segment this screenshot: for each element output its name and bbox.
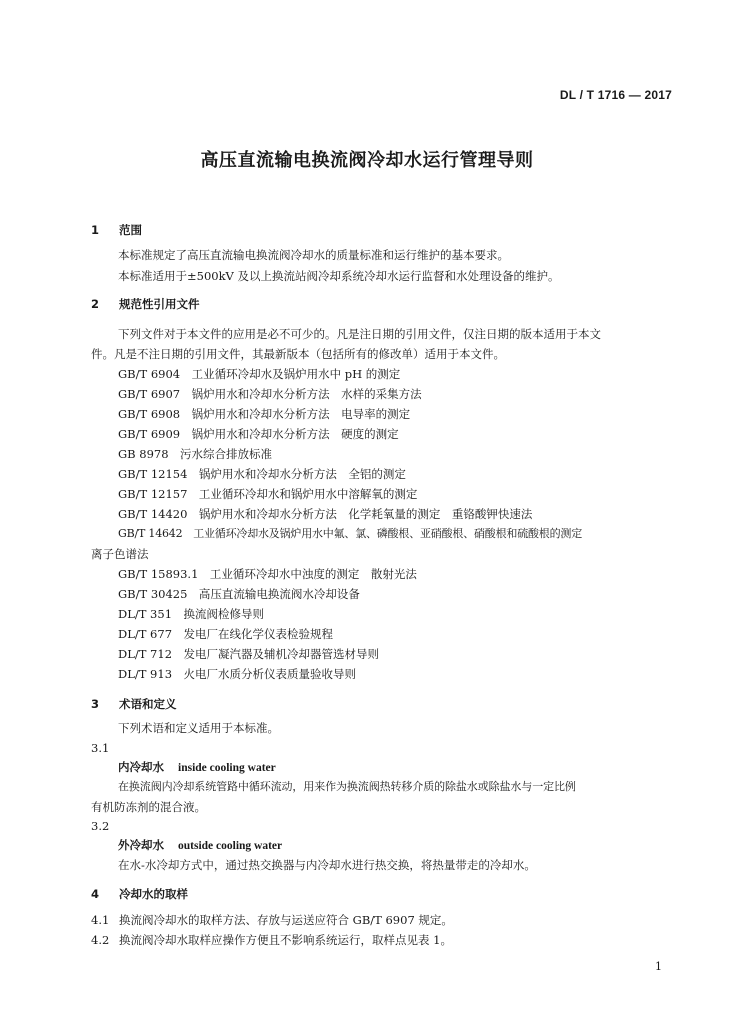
section-title: 范围: [119, 223, 142, 237]
section-number: 2: [91, 297, 100, 311]
reference-item: GB/T 12157 工业循环冷却水和锅炉用水中溶解氧的测定: [118, 487, 418, 501]
section-number: 3: [91, 697, 100, 711]
paragraph: 件。凡是不注日期的引用文件，其最新版本（包括所有的修改单）适用于本文件。: [91, 347, 505, 361]
paragraph: 下列术语和定义适用于本标准。: [118, 721, 279, 735]
term-heading: [118, 759, 276, 776]
page-number: 1: [655, 960, 662, 973]
reference-item: DL/T 677 发电厂在线化学仪表检验规程: [118, 627, 334, 641]
term-heading: [118, 837, 282, 854]
term-definition: 在水-水冷却方式中，通过热交换器与内冷却水进行热交换，将热量带走的冷却水。: [118, 858, 536, 872]
reference-item: GB/T 14420 锅炉用水和冷却水分析方法 化学耗氧量的测定 重铬酸钾快速法: [118, 507, 533, 521]
section-number: 1: [91, 223, 100, 237]
clause-text: 换流阀冷却水的取样方法、存放与运送应符合 GB/T 6907 规定。: [119, 913, 453, 927]
section-2-heading: [91, 296, 200, 312]
paragraph: 本标准规定了高压直流输电换流阀冷却水的质量标准和运行维护的基本要求。: [118, 248, 509, 262]
clause-number: 4.2: [91, 933, 110, 947]
reference-item: GB 8978 污水综合排放标准: [118, 447, 273, 461]
clause-4-2: [91, 932, 452, 948]
reference-item: GB/T 6908 锅炉用水和冷却水分析方法 电导率的测定: [118, 407, 411, 421]
term-zh: 外冷却水: [118, 838, 164, 852]
reference-item: GB/T 6904 工业循环冷却水及锅炉用水中 pH 的测定: [118, 367, 401, 381]
paragraph: 下列文件对于本文件的应用是必不可少的。凡是注日期的引用文件，仅注日期的版本适用于本文: [118, 327, 601, 341]
clause-number: 4.1: [91, 913, 110, 927]
reference-item: GB/T 14642 工业循环冷却水及锅炉用水中氟、氯、磷酸根、亚硝酸根、硝酸根和硫酸根的测定: [118, 527, 583, 540]
section-number: 4: [91, 887, 100, 901]
section-1-heading: [91, 222, 142, 238]
section-3-heading: [91, 696, 177, 712]
reference-item: DL/T 712 发电厂凝汽器及辅机冷却器管选材导则: [118, 647, 380, 661]
document-title: 高压直流输电换流阀冷却水运行管理导则: [200, 150, 534, 171]
clause-4-1: [91, 912, 453, 928]
section-title: 冷却水的取样: [119, 887, 188, 901]
reference-item-continuation: 离子色谱法: [91, 547, 149, 561]
reference-item: GB/T 30425 高压直流输电换流阀水冷却设备: [118, 587, 360, 601]
term-en: inside cooling water: [178, 762, 276, 774]
reference-item: GB/T 6907 锅炉用水和冷却水分析方法 水样的采集方法: [118, 387, 422, 401]
term-zh: 内冷却水: [118, 760, 164, 774]
term-number: 3.1: [91, 741, 110, 755]
section-4-heading: [91, 886, 188, 902]
section-title: 术语和定义: [119, 697, 177, 711]
section-title: 规范性引用文件: [119, 297, 200, 311]
reference-item: DL/T 351 换流阀检修导则: [118, 607, 265, 621]
reference-item: GB/T 15893.1 工业循环冷却水中浊度的测定 散射光法: [118, 567, 417, 581]
reference-item: GB/T 6909 锅炉用水和冷却水分析方法 硬度的测定: [118, 427, 399, 441]
clause-text: 换流阀冷却水取样应操作方便且不影响系统运行，取样点见表 1。: [119, 933, 452, 947]
term-definition: 在换流阀内冷却系统管路中循环流动，用来作为换流阀热转移介质的除盐水或除盐水与一定比例: [118, 780, 576, 793]
reference-item: GB/T 12154 锅炉用水和冷却水分析方法 全铝的测定: [118, 467, 406, 481]
term-en: outside cooling water: [178, 840, 283, 852]
reference-item: DL/T 913 火电厂水质分析仪表质量验收导则: [118, 667, 357, 681]
term-number: 3.2: [91, 819, 110, 833]
paragraph: 本标准适用于±500kV 及以上换流站阀冷却系统冷却水运行监督和水处理设备的维护。: [118, 269, 560, 283]
document-code: DL / T 1716 — 2017: [559, 88, 672, 102]
term-definition: 有机防冻剂的混合液。: [91, 800, 206, 814]
